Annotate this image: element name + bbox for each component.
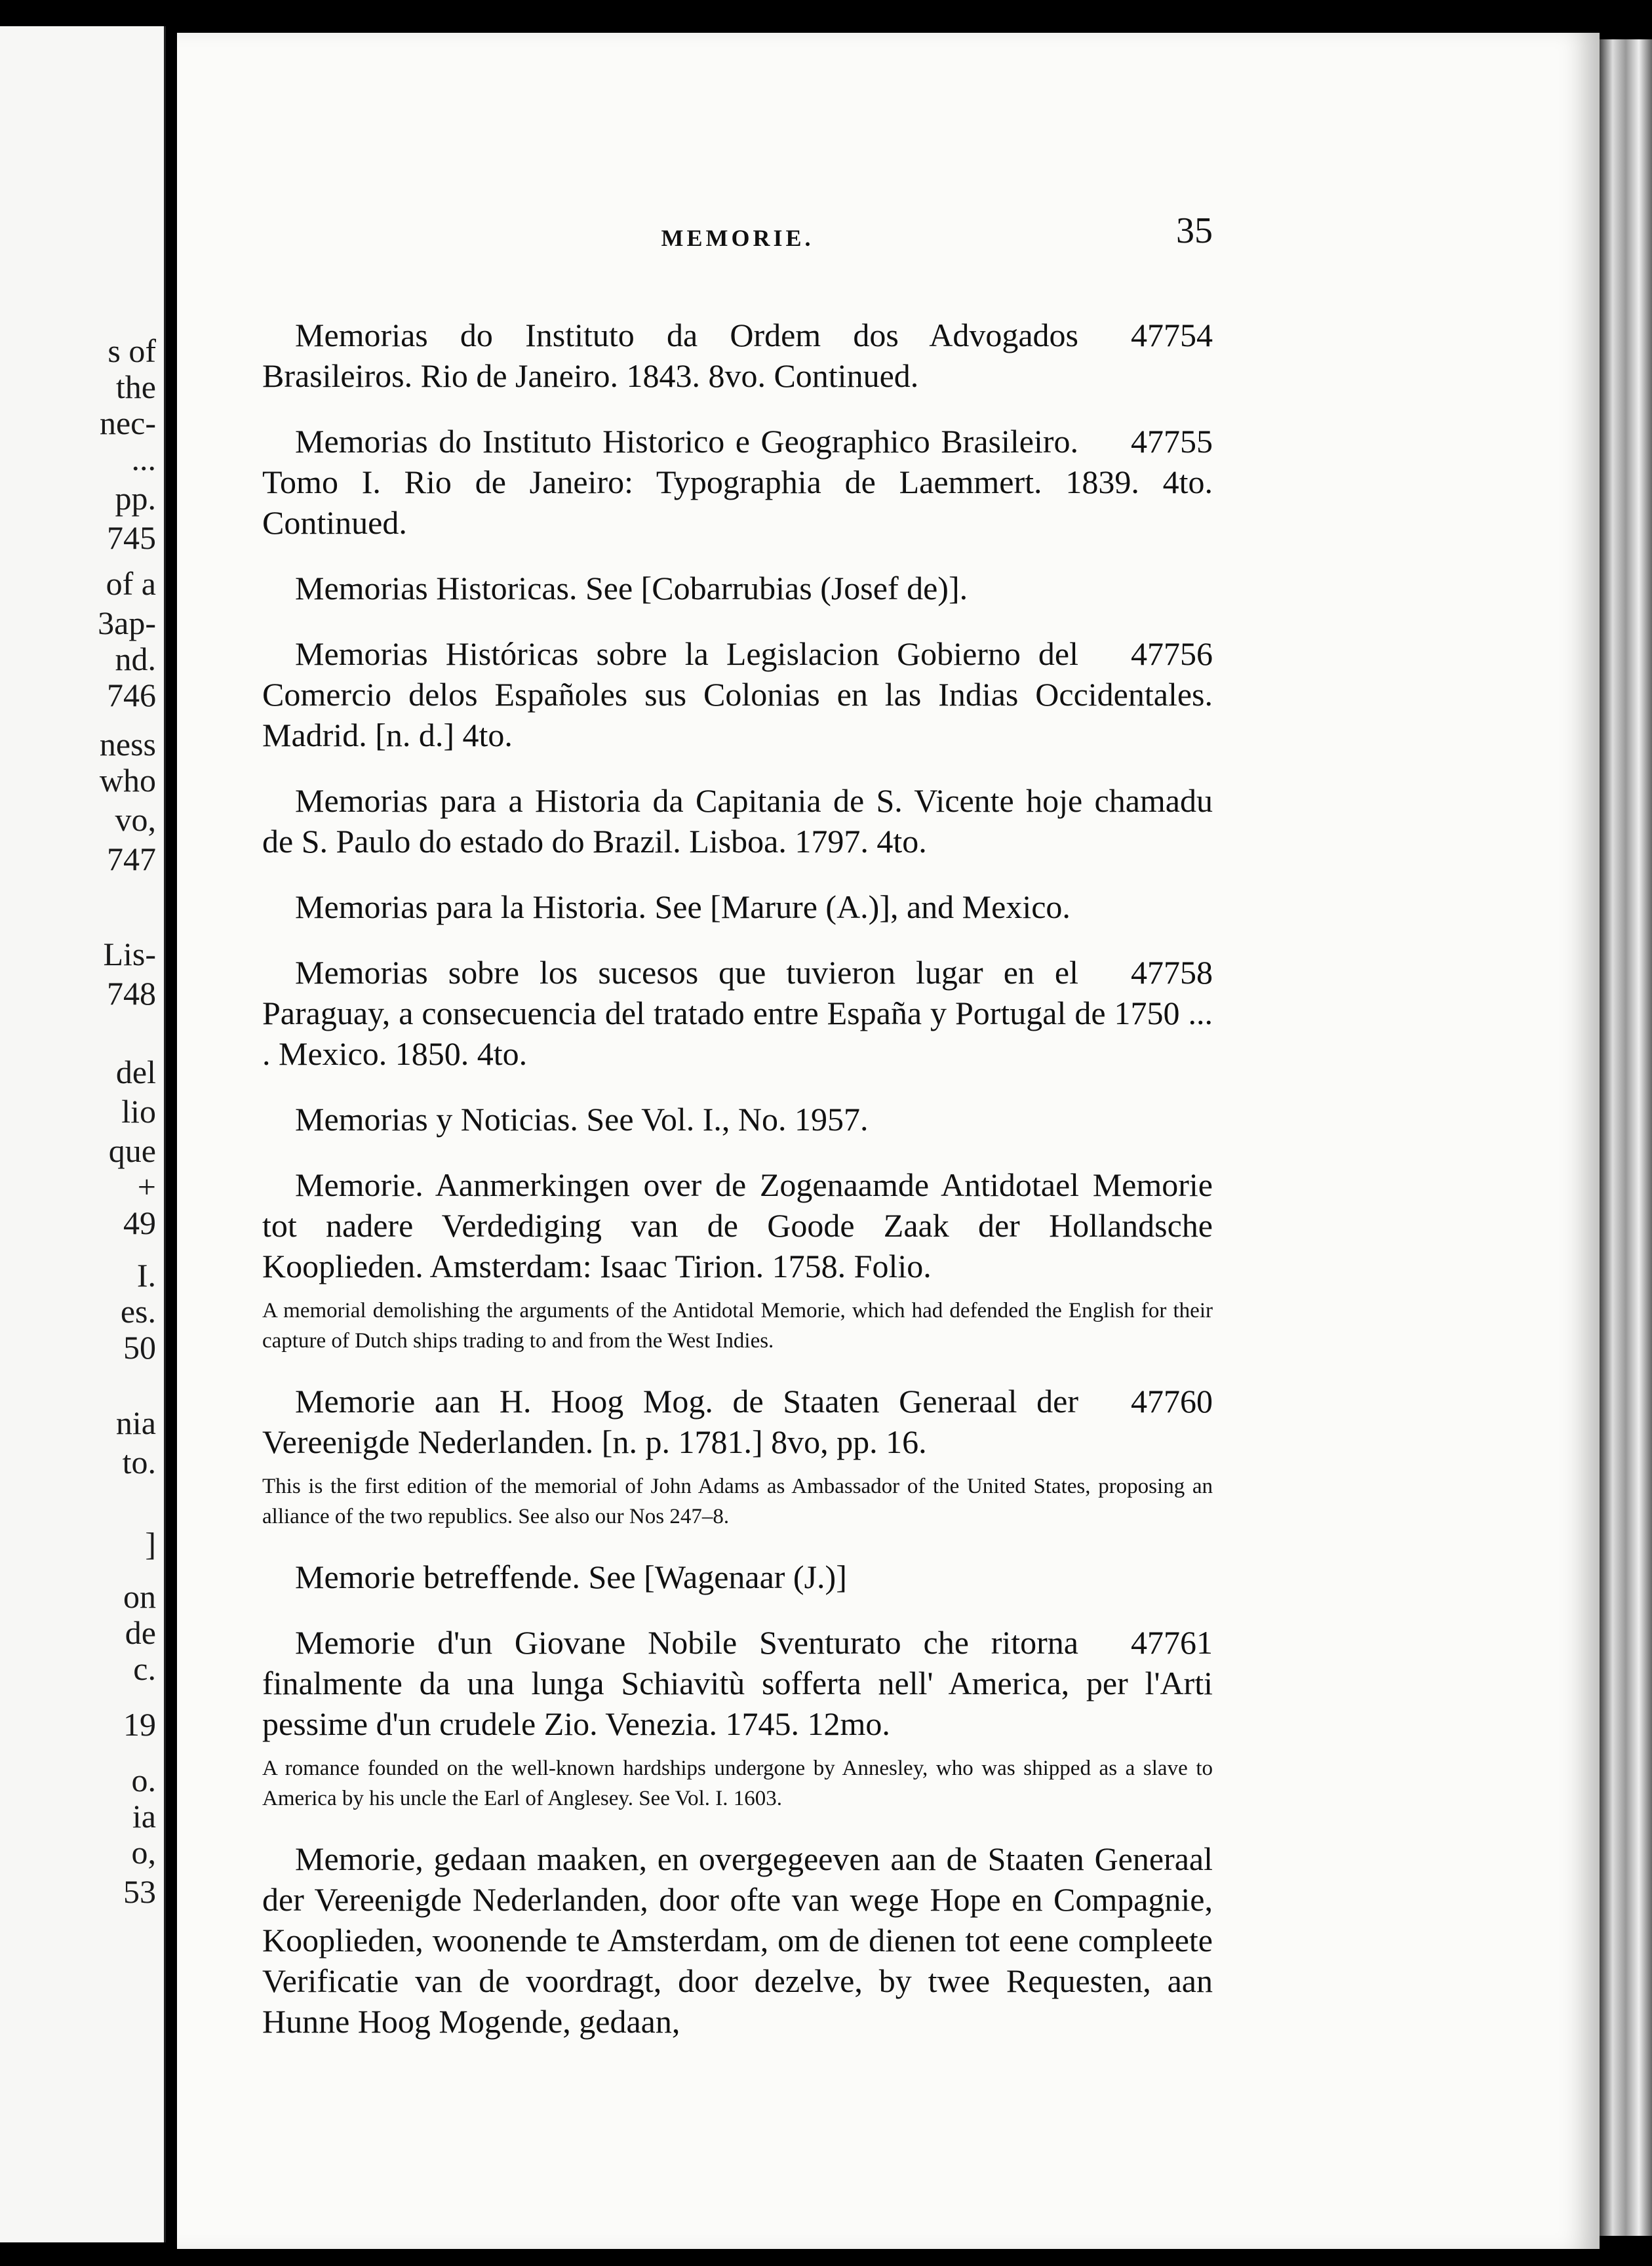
entry-title: Memorie. Aanmerkingen over de Zogenaamde Antidotael Memorie tot nadere Verdediging van de Goode Zaak der Hollandsche Kooplieden. Amsterdam: Isaac Tirion. 1758. Folio. xyxy=(262,1166,1213,1284)
catalog-entry xyxy=(262,568,1213,608)
entry-number: 47758 xyxy=(1131,954,1213,991)
entry-title: Memorie d'un Giovane Nobile Sventurato che ritorna finalmente da una lunga Schiavitù sofferta nell' America, per l'Arti pessime d'un crudele Zio. Venezia. 1745. 12mo. xyxy=(262,1624,1213,1742)
page-number: 35 xyxy=(1176,210,1213,251)
catalog-entry xyxy=(262,780,1213,862)
entry-text xyxy=(262,780,1213,862)
previous-page-line: de xyxy=(125,1614,156,1651)
entry-text xyxy=(262,633,1213,755)
previous-page-line: ... xyxy=(131,441,156,477)
previous-page-line: + xyxy=(137,1168,156,1205)
previous-page-line: of a xyxy=(106,565,156,602)
previous-page-line: 747 xyxy=(107,841,156,877)
entry-number: 47754 xyxy=(1131,317,1213,353)
previous-page-line: o, xyxy=(131,1834,156,1871)
previous-page-line: c. xyxy=(133,1650,156,1687)
entry-title: Memorie, gedaan maaken, en overgegeeven aan de Staaten Generaal der Vereenigde Nederlanden, door ofte van wege Hope en Compagnie, Kooplieden, woonende te Amsterdam, om de dienen tot eene compleete Verificatie van de voordragt, door dezelve, by twee Requesten, aan Hunne Hoog Mogende, gedaan, xyxy=(262,1840,1213,2040)
entry-title: Memorias do Instituto da Ordem dos Advogados Brasileiros. Rio de Janeiro. 1843. 8vo. Continued. xyxy=(262,317,1078,394)
previous-page-line: 3ap- xyxy=(98,605,156,641)
entry-title: Memorie aan H. Hoog Mog. de Staaten Generaal der Vereenigde Nederlanden. [n. p. 1781.] 8vo, pp. 16. xyxy=(262,1383,1078,1460)
catalog-entry xyxy=(262,1164,1213,1356)
catalog-entry xyxy=(262,886,1213,927)
entry-note: A memorial demolishing the arguments of the Antidotal Memorie, which had defended the English for their capture of Dutch ships trading to and from the West Indies. xyxy=(262,1299,1213,1353)
previous-page-line: es. xyxy=(120,1293,156,1330)
previous-page-line: I. xyxy=(136,1257,156,1294)
previous-page-line: ] xyxy=(145,1526,156,1562)
entry-text xyxy=(262,1839,1213,2042)
previous-page-line: 49 xyxy=(123,1204,156,1241)
previous-page-line: lio xyxy=(121,1093,156,1130)
previous-page-line: del xyxy=(115,1054,156,1090)
previous-page-line: ia xyxy=(132,1798,156,1835)
previous-page-line: nia xyxy=(115,1404,156,1441)
catalog-entry xyxy=(262,952,1213,1074)
entry-text xyxy=(262,952,1213,1074)
entry-title: Memorias y Noticias. See Vol. I., No. 1957. xyxy=(295,1101,869,1138)
previous-page-line: to. xyxy=(122,1444,156,1481)
entry-title: Memorias do Instituto Historico e Geographico Brasileiro. Tomo I. Rio de Janeiro: Typographia de Laemmert. 1839. 4to. Continued. xyxy=(262,423,1213,541)
previous-page-line: Lis- xyxy=(103,936,156,972)
entry-text xyxy=(262,1381,1213,1462)
previous-page-line: que xyxy=(108,1132,156,1169)
entry-title: Memorias Historicas. See [Cobarrubias (Josef de)]. xyxy=(295,570,968,606)
entry-title: Memorie betreffende. See [Wagenaar (J.)] xyxy=(295,1559,847,1595)
previous-page-line: who xyxy=(99,762,156,799)
catalog-entry xyxy=(262,1557,1213,1597)
entry-text xyxy=(262,1164,1213,1286)
entry-title: Memorias para la Historia. See [Marure (A.)], and Mexico. xyxy=(295,888,1071,925)
page-header xyxy=(262,210,1213,256)
running-head: MEMORIE. xyxy=(661,225,814,251)
entry-text xyxy=(262,1557,1213,1597)
entry-number: 47756 xyxy=(1131,635,1213,672)
catalog-entry xyxy=(262,1381,1213,1532)
catalog-entries xyxy=(262,315,1213,2067)
entry-text xyxy=(262,421,1213,543)
catalog-entry xyxy=(262,315,1213,396)
entry-title: Memorias Históricas sobre la Legislacion Gobierno del Comercio delos Españoles sus Colonias en las Indias Occidentales. Madrid. [n. d.] 4to. xyxy=(262,635,1213,753)
page-edge xyxy=(1600,39,1652,2236)
previous-page-line: pp. xyxy=(115,480,156,517)
entry-text xyxy=(262,1099,1213,1140)
entry-title: Memorias para a Historia da Capitania de S. Vicente hoje chamadu de S. Paulo do estado do Brazil. Lisboa. 1797. 4to. xyxy=(262,782,1213,860)
previous-page-line: o. xyxy=(131,1762,156,1799)
previous-page-line: vo, xyxy=(115,801,156,838)
entry-number: 47760 xyxy=(1131,1383,1213,1420)
catalog-entry xyxy=(262,1839,1213,2042)
previous-page-line: ness xyxy=(99,726,156,763)
previous-page-line: nec- xyxy=(99,405,156,441)
previous-page-fragment xyxy=(0,26,166,2242)
previous-page-line: nd. xyxy=(115,641,156,677)
previous-page-line: 748 xyxy=(107,975,156,1012)
entry-title: Memorias sobre los sucesos que tuvieron lugar en el Paraguay, a consecuencia del tratado entre España y Portugal de 1750 ... . Mexico. 1850. 4to. xyxy=(262,954,1213,1072)
entry-number: 47761 xyxy=(1131,1624,1213,1661)
previous-page-line: on xyxy=(123,1578,156,1615)
entry-note: This is the first edition of the memorial of John Adams as Ambassador of the United States, proposing an alliance of the two republics. See also our Nos 247–8. xyxy=(262,1475,1213,1528)
entry-note: A romance founded on the well-known hardships undergone by Annesley, who was shipped as a slave to America by his uncle the Earl of Anglesey. See Vol. I. 1603. xyxy=(262,1757,1213,1810)
entry-text xyxy=(262,1622,1213,1744)
previous-page-line: 745 xyxy=(107,519,156,556)
previous-page-line: the xyxy=(115,368,156,405)
entry-text xyxy=(262,315,1213,396)
catalog-entry xyxy=(262,1099,1213,1140)
catalog-entry xyxy=(262,421,1213,543)
entry-text xyxy=(262,886,1213,927)
catalog-entry xyxy=(262,1622,1213,1814)
previous-page-line: 19 xyxy=(123,1706,156,1743)
previous-page-line: 50 xyxy=(123,1329,156,1366)
previous-page-line: 53 xyxy=(123,1873,156,1910)
previous-page-line: s of xyxy=(108,332,156,369)
catalog-entry xyxy=(262,633,1213,755)
entry-number: 47755 xyxy=(1131,423,1213,460)
previous-page-line: 746 xyxy=(107,677,156,713)
entry-text xyxy=(262,568,1213,608)
